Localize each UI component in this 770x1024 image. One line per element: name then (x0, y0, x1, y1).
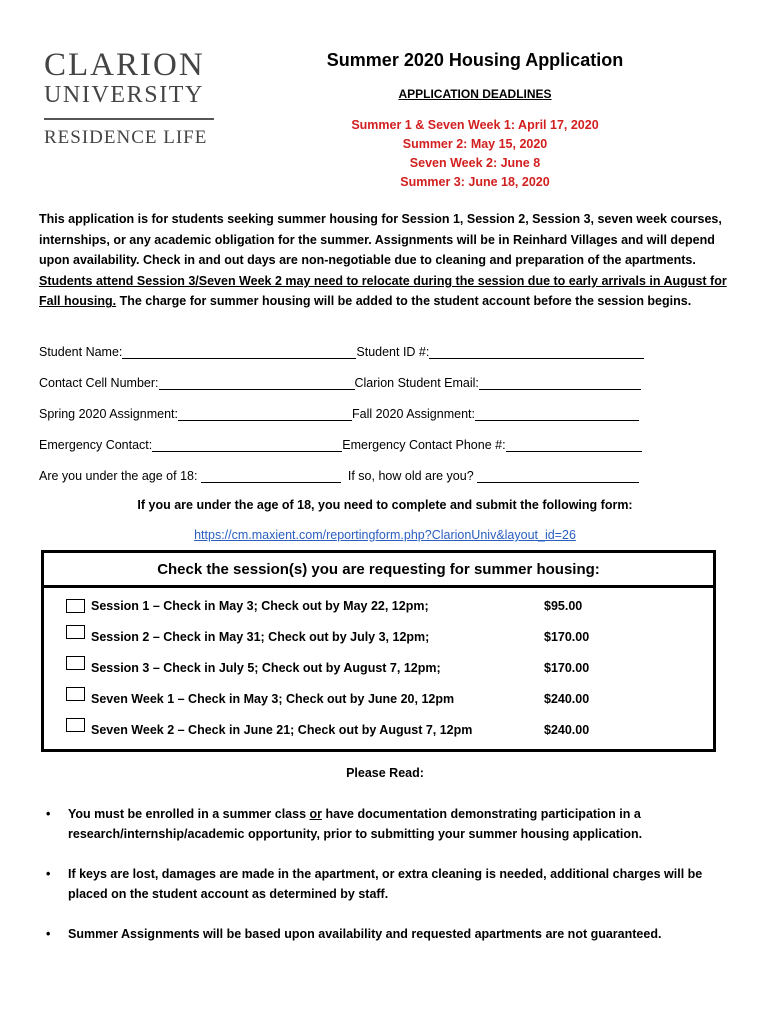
session-row (44, 690, 713, 712)
emergency-phone-field[interactable] (506, 437, 642, 452)
university-logo (44, 48, 216, 148)
rule-text: You must be enrolled in a summer class (68, 807, 310, 821)
deadline-item: Seven Week 2: June 8 (409, 156, 541, 170)
session-2-checkbox[interactable] (66, 625, 85, 639)
sessions-heading: Check the session(s) you are requesting for summer housing: (44, 553, 713, 588)
emergency-phone-label: Emergency Contact Phone #: (342, 438, 506, 452)
row-age (39, 468, 639, 486)
intro-relocation-note: Students attend Session 3/Seven Week 2 may need to relocate during the session due to early arrivals in August for Fall housing. (39, 273, 727, 309)
fall-assignment-field[interactable] (475, 406, 639, 421)
session-row (44, 597, 713, 619)
deadlines-list (300, 116, 650, 192)
bullet-icon: • (46, 927, 51, 941)
student-id-label: Student ID #: (356, 345, 430, 359)
session-label: Session 2 – Check in May 31; Check out by July 3, 12pm; (91, 630, 430, 644)
spring-assignment-label: Spring 2020 Assignment: (39, 407, 178, 421)
rule-item (40, 864, 730, 904)
age-field[interactable] (477, 468, 639, 483)
under18-field[interactable] (201, 468, 341, 483)
deadlines-heading: APPLICATION DEADLINES (398, 87, 552, 101)
row-emergency (39, 437, 642, 455)
logo-clarion: CLARION (44, 47, 205, 83)
under18-label: Are you under the age of 18: (39, 469, 198, 483)
email-label: Clarion Student Email: (354, 376, 479, 390)
deadline-item: Summer 1 & Seven Week 1: April 17, 2020 (351, 118, 599, 132)
rule-item (40, 804, 730, 844)
deadline-item: Summer 2: May 15, 2020 (402, 137, 548, 151)
cell-field[interactable] (159, 375, 355, 390)
session-label: Seven Week 2 – Check in June 21; Check out by August 7, 12pm (91, 723, 473, 737)
page-title: Summer 2020 Housing Application (326, 50, 624, 70)
seven-week-2-checkbox[interactable] (66, 718, 85, 732)
logo-divider (44, 118, 214, 120)
rule-emphasis: or (309, 807, 323, 821)
under18-notice: If you are under the age of 18, you need to complete and submit the following form: (137, 498, 633, 512)
age-label: If so, how old are you? (347, 469, 474, 483)
row-cell-email (39, 375, 641, 393)
session-label: Session 3 – Check in July 5; Check out by August 7, 12pm; (91, 661, 441, 675)
session-row (44, 628, 713, 650)
cell-label: Contact Cell Number: (39, 376, 159, 390)
row-name-id (39, 344, 644, 362)
intro-text-1: This application is for students seeking summer housing for Session 1, Session 2, Session 3, seven week courses, internships, or any academic obligation for the summer. Assignments will be in Reinhard Villages and will depend upon availability. Check in and out days are non-negotiable due to cleaning and preparation of the apartments. (39, 212, 722, 268)
session-row (44, 659, 713, 681)
bullet-icon: • (46, 867, 51, 881)
session-price: $240.00 (544, 692, 590, 706)
session-price: $95.00 (544, 599, 583, 613)
session-label: Seven Week 1 – Check in May 3; Check out by June 20, 12pm (91, 692, 455, 706)
session-price: $170.00 (544, 630, 590, 644)
logo-residence-life: RESIDENCE LIFE (44, 127, 208, 148)
emergency-contact-label: Emergency Contact: (39, 438, 153, 452)
seven-week-1-checkbox[interactable] (66, 687, 85, 701)
please-read-heading: Please Read: (346, 766, 424, 780)
sessions-box (41, 550, 716, 752)
fall-assignment-label: Fall 2020 Assignment: (351, 407, 475, 421)
spring-assignment-field[interactable] (178, 406, 352, 421)
student-name-label: Student Name: (39, 345, 123, 359)
session-3-checkbox[interactable] (66, 656, 85, 670)
rule-text: have documentation demonstrating participation in a research/internship/academic opportunity, prior to submitting your summer housing application. (68, 807, 643, 841)
deadline-item: Summer 3: June 18, 2020 (400, 175, 550, 189)
rule-text: Summer Assignments will be based upon availability and requested apartments are not guaranteed. (68, 927, 662, 941)
emergency-contact-field[interactable] (152, 437, 342, 452)
bullet-icon: • (46, 807, 51, 821)
student-id-field[interactable] (429, 344, 644, 359)
rules-list (40, 804, 730, 944)
email-field[interactable] (479, 375, 641, 390)
logo-university: UNIVERSITY (44, 82, 204, 108)
session-label: Session 1 – Check in May 3; Check out by May 22, 12pm; (91, 599, 429, 613)
session-price: $240.00 (544, 723, 590, 737)
session-1-checkbox[interactable] (66, 599, 85, 613)
reporting-form-link[interactable]: https://cm.maxient.com/reportingform.php?ClarionUniv&layout_id=26 (194, 528, 576, 542)
rule-item (40, 924, 730, 944)
session-price: $170.00 (544, 661, 590, 675)
session-row (44, 721, 713, 743)
intro-paragraph (39, 209, 729, 312)
student-name-field[interactable] (122, 344, 356, 359)
intro-text-2: The charge for summer housing will be added to the student account before the session begins. (116, 294, 692, 309)
rule-text: If keys are lost, damages are made in the apartment, or extra cleaning is needed, additional charges will be placed on the student account as determined by staff. (68, 867, 703, 901)
row-assignments (39, 406, 639, 424)
